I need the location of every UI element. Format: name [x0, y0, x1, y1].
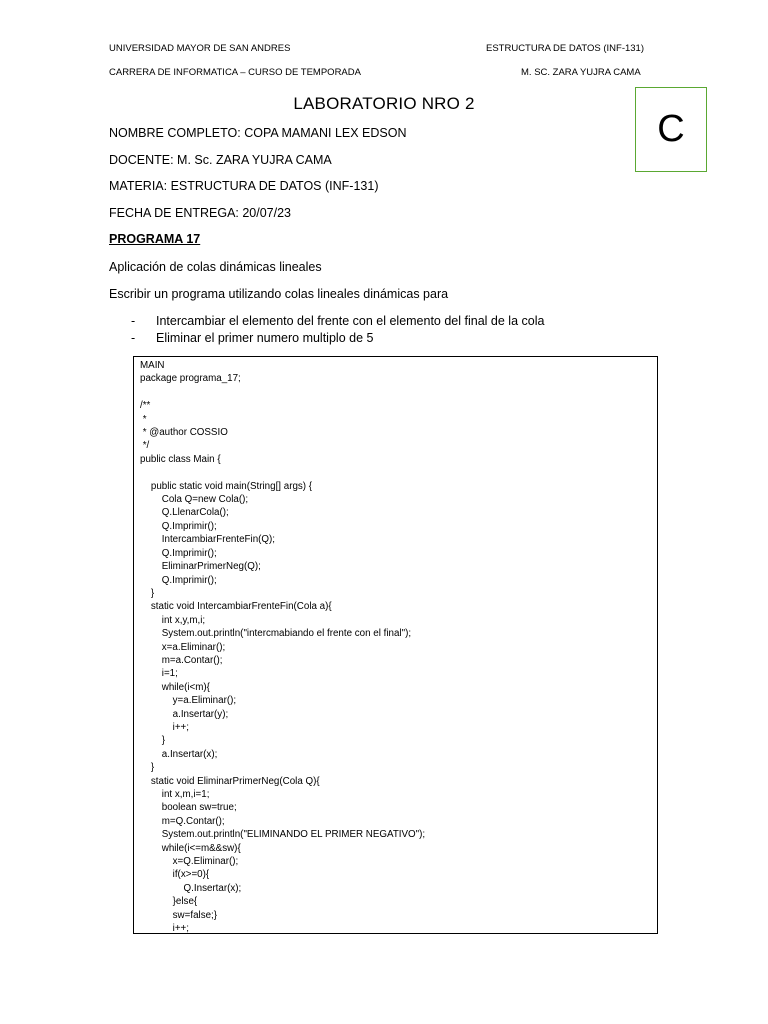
page-title: LABORATORIO NRO 2 — [293, 94, 475, 113]
header-teacher: M. SC. ZARA YUJRA CAMA — [521, 67, 641, 78]
student-name: NOMBRE COMPLETO: COPA MAMANI LEX EDSON — [109, 126, 407, 140]
docente-line: DOCENTE: M. Sc. ZARA YUJRA CAMA — [109, 153, 332, 167]
program-description: Escribir un programa utilizando colas lineales dinámicas para — [109, 287, 449, 301]
bullet-item — [131, 314, 544, 328]
code-listing: MAIN package programa_17; /** * * @author COSSIO */ public class Main { public static void main(String[] args) { Cola Q=new Cola(); Q.LlenarCola(); Q.Imprimir(); IntercambiarFrenteFin(Q); Q.Imprimir(); EliminarPrimerNeg(Q); Q.Imprimir(); } static void IntercambiarFrenteFin(Cola a){ int x,y,m,i; System.out.println("intercmabiando el frente con el final"); x=a.Eliminar(); m=a.Contar(); i=1; while(i<m){ y=a.Eliminar(); a.Insertar(y); i++; } a.Insertar(x); } static void EliminarPrimerNeg(Cola Q){ int x,m,i=1; boolean sw=true; m=Q.Contar(); System.out.println("ELIMINANDO EL PRIMER NEGATIVO"); while(i<=m&&sw){ x=Q.Eliminar(); if(x>=0){ Q.Insertar(x); }else{ sw=false;} i++; — [140, 360, 426, 934]
program-title: PROGRAMA 17 — [109, 232, 201, 246]
grade-letter: C — [657, 108, 685, 150]
bullet-item — [131, 331, 373, 345]
header-career: CARRERA DE INFORMATICA – CURSO DE TEMPORADA — [109, 67, 361, 78]
bullet-marker: - — [131, 331, 136, 345]
code-listing-box — [133, 356, 658, 934]
materia-line: MATERIA: ESTRUCTURA DE DATOS (INF-131) — [109, 179, 379, 193]
bullet-marker: - — [131, 314, 136, 328]
fecha-line: FECHA DE ENTREGA: 20/07/23 — [109, 206, 292, 220]
bullet-text: Intercambiar el elemento del frente con el elemento del final de la cola — [156, 314, 545, 328]
grade-box — [635, 87, 707, 172]
header-course: ESTRUCTURA DE DATOS (INF-131) — [486, 43, 645, 54]
bullet-text: Eliminar el primer numero multiplo de 5 — [156, 331, 374, 345]
program-subtitle: Aplicación de colas dinámicas lineales — [109, 260, 322, 274]
header-university: UNIVERSIDAD MAYOR DE SAN ANDRES — [109, 43, 291, 54]
